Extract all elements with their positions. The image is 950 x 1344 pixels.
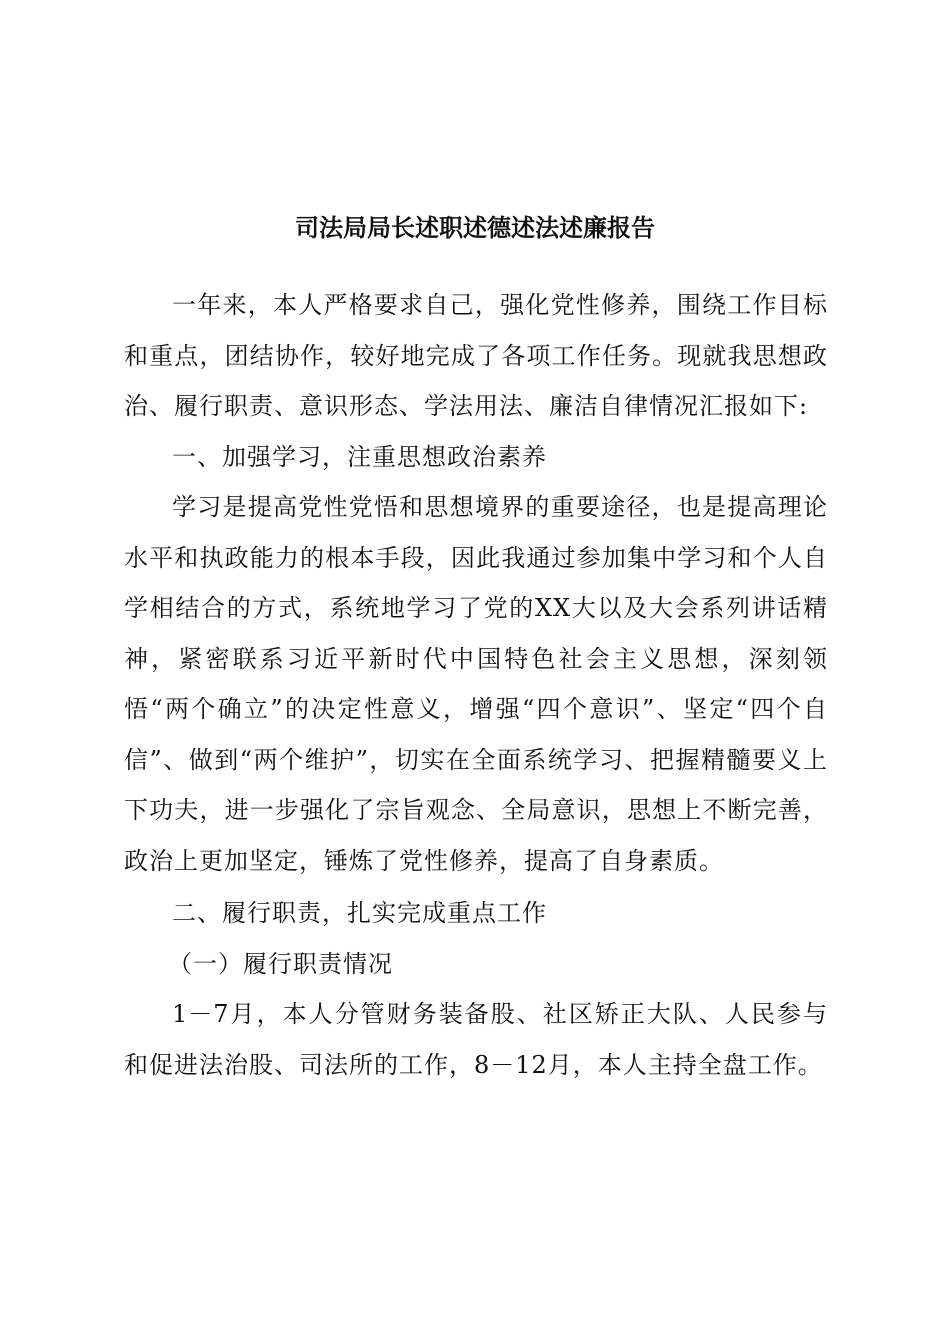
intro-paragraph: 一年来，本人严格要求自己，强化党性修养，围绕工作目标和重点，团结协作，较好地完成了各项工作任务。现就我思想政治、履行职责、意识形态、学法用法、廉洁自律情况汇报如下: — [124, 291, 828, 420]
section-heading-2: 二、履行职责，扎实完成重点工作 — [172, 899, 547, 927]
duties-paragraph: 1－7月，本人分管财务装备股、社区矫正大队、人民参与和促进法治股、司法所的工作，8－12月，本人主持全盘工作。 — [124, 1000, 828, 1079]
section-heading-1: 一、加强学习，注重思想政治素养 — [172, 442, 547, 471]
subsection-heading-1: （一）履行职责情况 — [168, 949, 393, 978]
study-paragraph: 学习是提高党性党悟和思想境界的重要途径，也是提高理论水平和执政能力的根本手段，因此我通过参加集中学习和个人自学相结合的方式，系统地学习了党的XX大以及大会系列讲话精神，紧密联系习近平新时代中国特色社会主义思想，深刻领悟“两个确立”的决定性意义，增强“四个意识”、坚定“四个自信”、做到“两个维护”，切实在全面系统学习、把握精髓要义上下功夫，进一步强化了宗旨观念、全局意识，思想上不断完善，政治上更加坚定，锤炼了党性修养，提高了自身素质。 — [124, 493, 828, 875]
document-body — [124, 280, 828, 1090]
document-title: 司法局局长述职述德述法述廉报告 — [295, 214, 655, 242]
